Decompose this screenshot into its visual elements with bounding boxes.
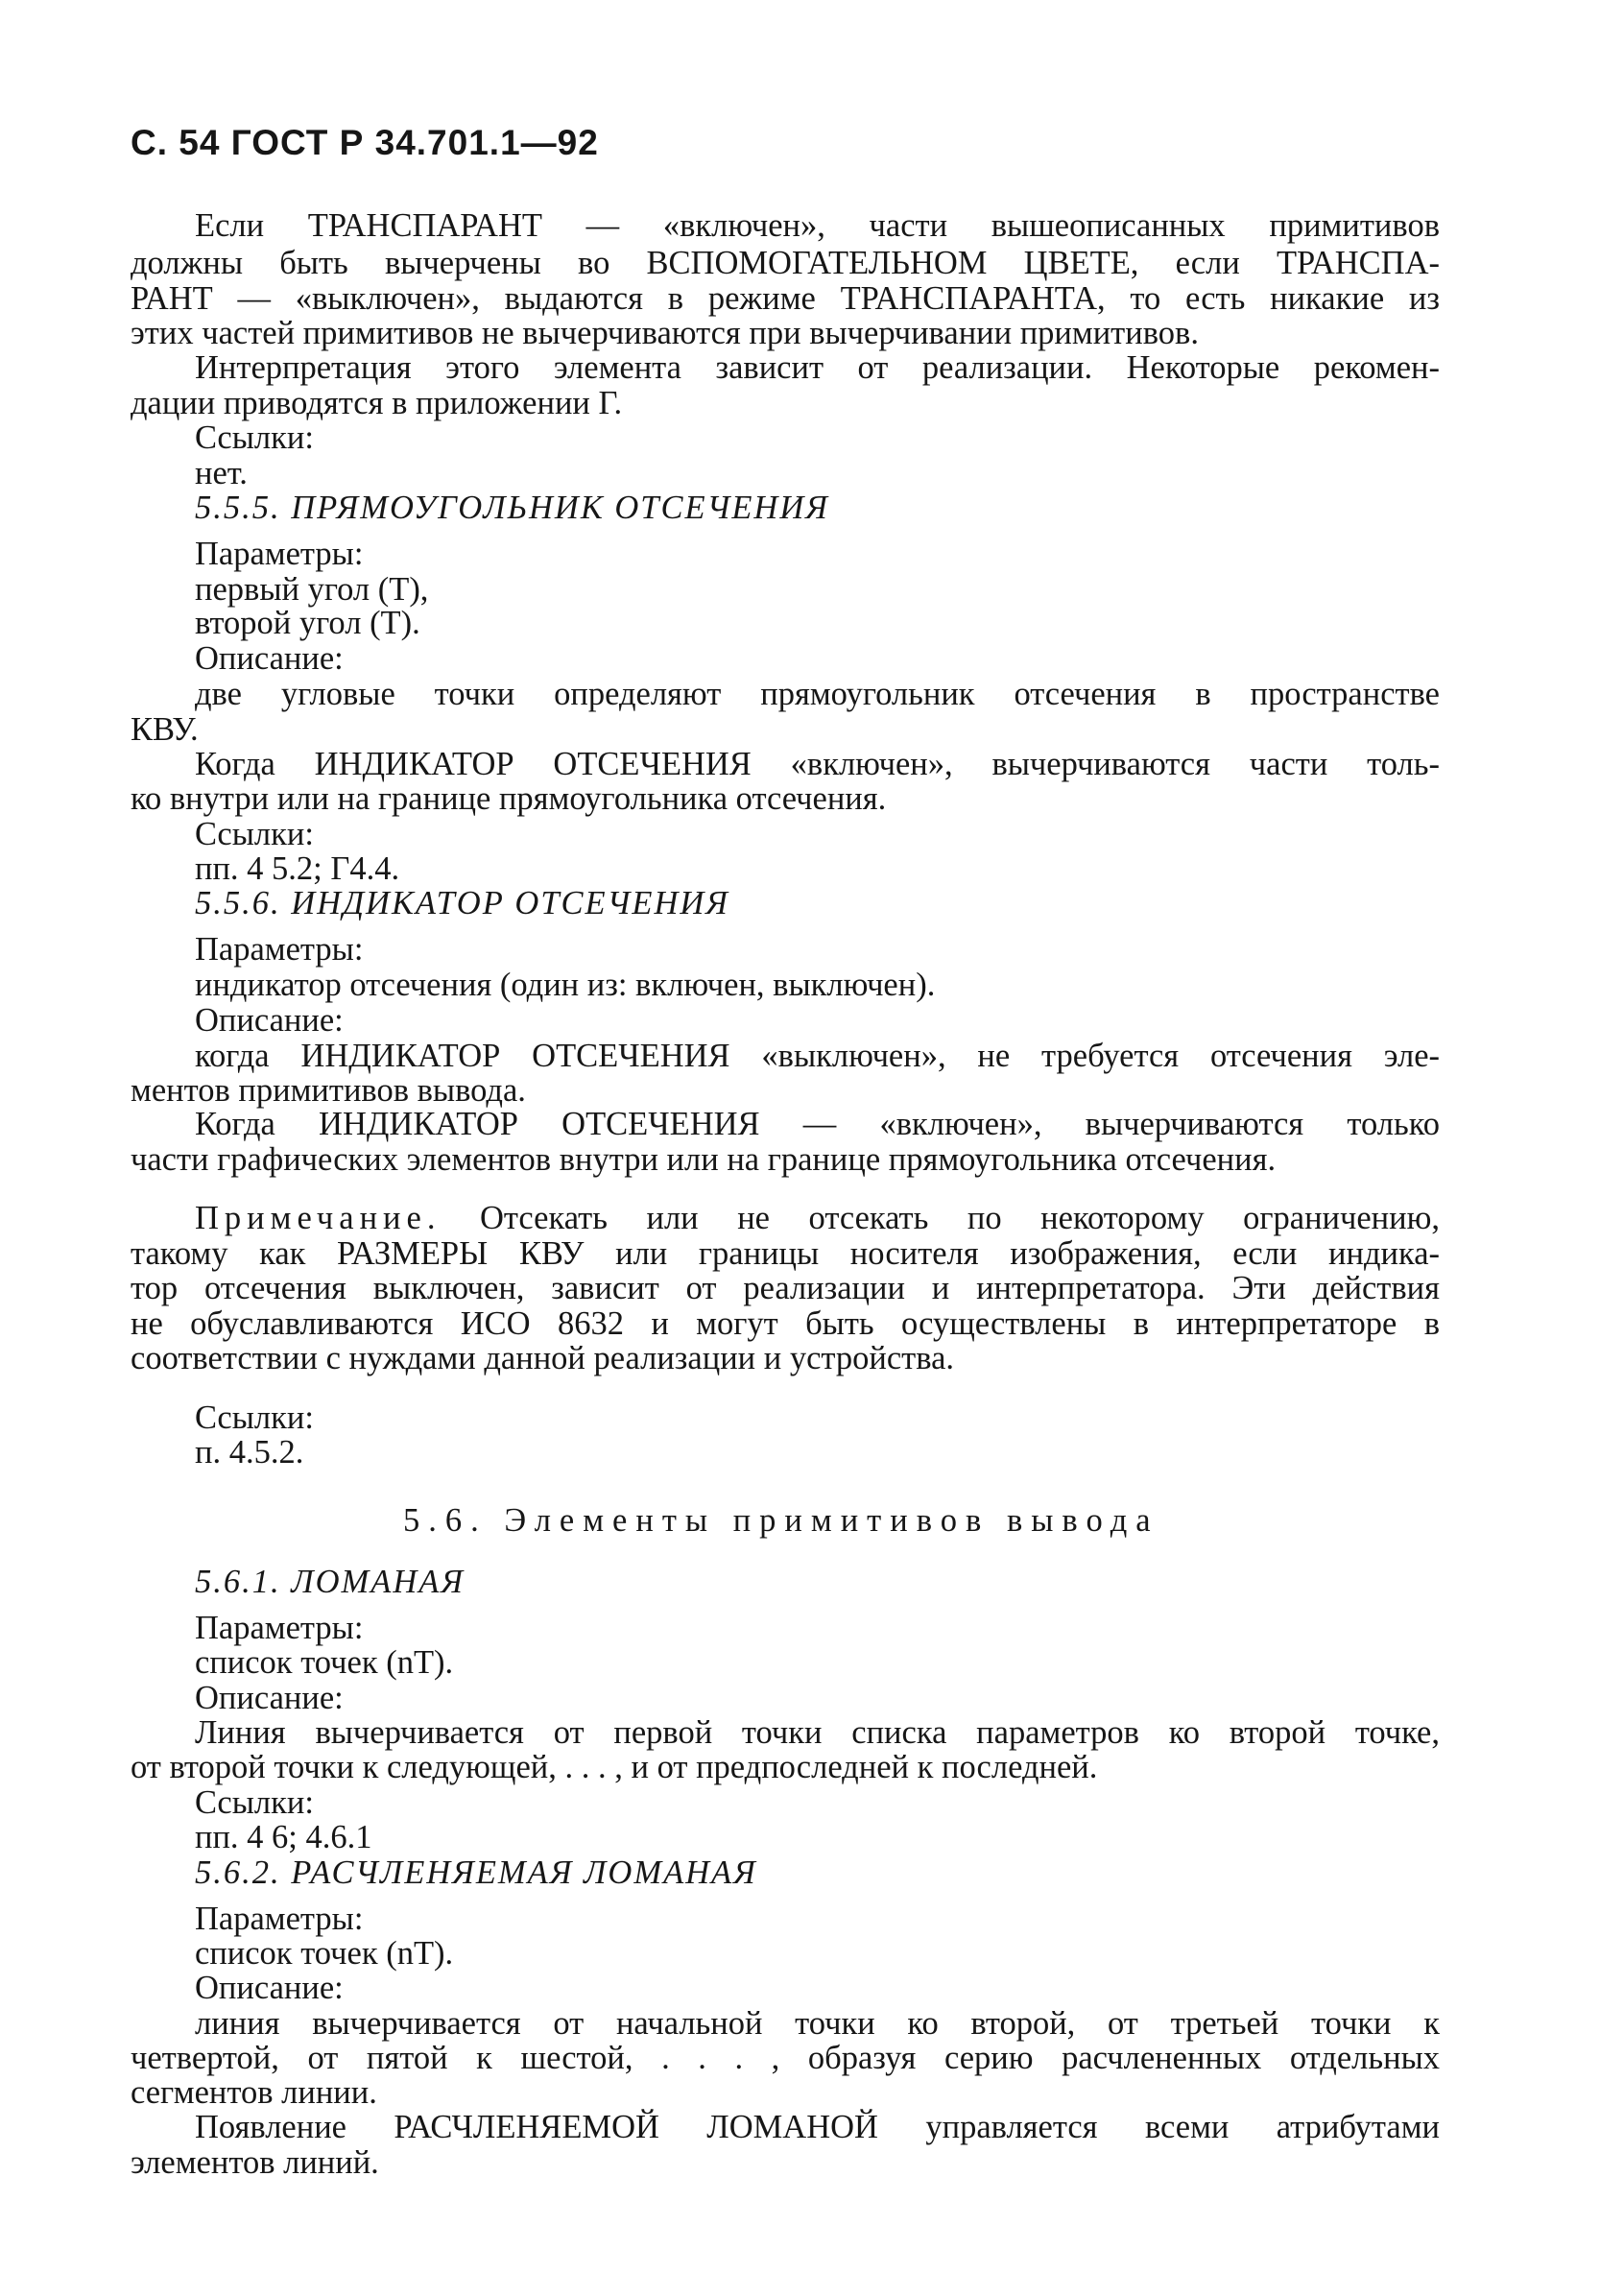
desc-line: Когда ИНДИКАТОР ОТСЕЧЕНИЯ — «включен», вычерчиваются только: [195, 1106, 1440, 1142]
desc-line: ментов примитивов вывода.: [131, 1072, 526, 1109]
note-line: такому как РАЗМЕРЫ КВУ или границы носителя изображения, если индика-: [131, 1235, 1440, 1272]
paragraph-line: Интерпретация этого элемента зависит от реализации. Некоторые рекомен-: [195, 349, 1440, 386]
desc-line: Появление РАСЧЛЕНЯЕМОЙ ЛОМАНОЙ управляется всеми атрибутами: [195, 2109, 1440, 2145]
section-heading-5-5-6: 5.5.6. ИНДИКАТОР ОТСЕЧЕНИЯ: [195, 885, 729, 921]
paragraph-line: дации приводятся в приложении Г.: [131, 385, 623, 421]
desc-line: Когда ИНДИКАТОР ОТСЕЧЕНИЯ «включен», вычерчиваются части толь-: [195, 746, 1440, 782]
desc-line: КВУ.: [131, 711, 199, 748]
desc-line: когда ИНДИКАТОР ОТСЕЧЕНИЯ «выключен», не требуется отсечения эле-: [195, 1038, 1440, 1074]
note-line: тор отсечения выключен, зависит от реализации и интерпретатора. Эти действия: [131, 1270, 1440, 1306]
note-line: соответствии с нуждами данной реализации и устройства.: [131, 1340, 955, 1376]
paragraph-line: этих частей примитивов не вычерчиваются при вычерчивании примитивов.: [131, 315, 1199, 351]
section-title-5-6: 5.6. Элементы примитивов вывода: [403, 1502, 1159, 1539]
refs-value: п. 4.5.2.: [195, 1434, 304, 1471]
section-heading-5-6-2: 5.6.2. РАСЧЛЕНЯЕМАЯ ЛОМАНАЯ: [195, 1854, 757, 1891]
refs-value: пп. 4 6; 4.6.1: [195, 1819, 372, 1855]
desc-line: от второй точки к следующей, . . . , и от предпоследней к последней.: [131, 1749, 1098, 1785]
paragraph-line: РАНТ — «выключен», выдаются в режиме ТРАНСПАРАНТА, то есть никакие из: [131, 280, 1440, 317]
desc-line: линия вычерчивается от начальной точки ко второй, от третьей точки к: [195, 2005, 1440, 2042]
desc-line: части графических элементов внутри или на границе прямоугольника отсечения.: [131, 1141, 1277, 1178]
section-heading-5-6-1: 5.6.1. ЛОМАНАЯ: [195, 1564, 466, 1600]
desc-line: сегментов линии.: [131, 2074, 377, 2111]
note-line: не обуславливаются ИСО 8632 и могут быть осуществлены в интерпретаторе в: [131, 1305, 1440, 1342]
refs-label: Ссылки:: [195, 816, 314, 852]
refs-value: нет.: [195, 455, 248, 491]
refs-label: Ссылки:: [195, 1399, 314, 1436]
param-line: список точек (nТ).: [195, 1935, 454, 1972]
desc-label: Описание:: [195, 1970, 344, 2006]
params-label: Параметры:: [195, 1610, 364, 1646]
section-heading-5-5-5: 5.5.5. ПРЯМОУГОЛЬНИК ОТСЕЧЕНИЯ: [195, 490, 829, 526]
refs-value: пп. 4 5.2; Г4.4.: [195, 850, 400, 887]
desc-line: четвертой, от пятой к шестой, . . . , образуя серию расчлененных отдельных: [131, 2040, 1440, 2076]
refs-label: Ссылки:: [195, 419, 314, 456]
note-line: [195, 1200, 1440, 1236]
params-label: Параметры:: [195, 536, 364, 572]
params-label: Параметры:: [195, 1901, 364, 1937]
paragraph-line: должны быть вычерчены во ВСПОМОГАТЕЛЬНОМ ЦВЕТЕ, если ТРАНСПА-: [131, 245, 1440, 281]
param-line: индикатор отсечения (один из: включен, выключен).: [195, 967, 936, 1003]
param-line: список точек (nТ).: [195, 1644, 454, 1681]
param-line: второй угол (Т).: [195, 605, 420, 641]
desc-label: Описание:: [195, 1002, 344, 1039]
desc-line: Линия вычерчивается от первой точки списка параметров ко второй точке,: [195, 1714, 1440, 1751]
refs-label: Ссылки:: [195, 1784, 314, 1821]
params-label: Параметры:: [195, 931, 364, 968]
note-text: Отсекать или не отсекать по некоторому ограничению,: [480, 1200, 1441, 1236]
paragraph-line: Если ТРАНСПАРАНТ — «включен», части вышеописанных примитивов: [195, 207, 1440, 244]
desc-line: элементов линий.: [131, 2144, 379, 2181]
desc-label: Описание:: [195, 640, 344, 677]
param-line: первый угол (Т),: [195, 571, 429, 608]
note-label: Примечание.: [195, 1200, 442, 1236]
running-header: С. 54 ГОСТ Р 34.701.1—92: [131, 123, 599, 162]
desc-label: Описание:: [195, 1680, 344, 1716]
desc-line: две угловые точки определяют прямоугольник отсечения в пространстве: [195, 676, 1440, 712]
desc-line: ко внутри или на границе прямоугольника отсечения.: [131, 780, 887, 817]
